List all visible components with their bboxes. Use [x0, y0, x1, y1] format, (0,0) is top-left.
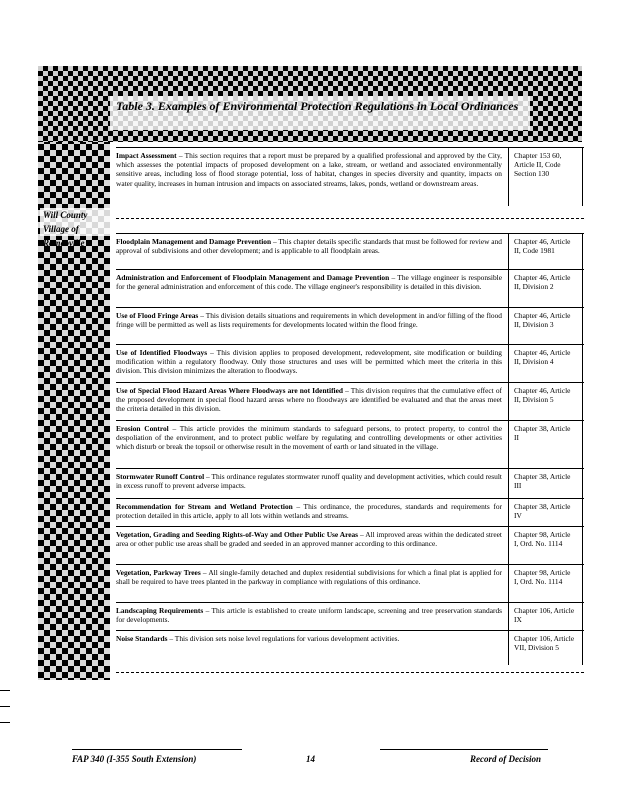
table-bottom-rule	[116, 672, 584, 673]
row-description	[116, 634, 502, 643]
scan-mark	[0, 722, 10, 723]
table-row	[116, 602, 584, 631]
row-text: – This chapter details specific standards that must be followed for review and approval of subdivisions and other development; and is applicable to all floodplain areas.	[116, 237, 502, 256]
table-left-pattern-column	[38, 66, 110, 680]
row-text: – This division sets noise level regulations for various development activities.	[167, 634, 400, 643]
row-description	[116, 530, 502, 548]
row-text: – This division requires that the cumulative effect of the proposed development in special flood hazard areas where no floodways are identified be evaluated and that the areas meet the criteria detailed in this division.	[116, 386, 502, 414]
row-citation: Chapter 106, Article VII, Division 5	[514, 634, 575, 653]
scan-mark	[0, 706, 10, 707]
row-text: – This division applies to proposed development, redevelopment, site modification or building modification within a regulatory floodway. Only those structures and uses will be permitted which meet the criteria in this division. This division minimizes the alteration to floodways.	[116, 348, 502, 376]
row-citation: Chapter 46, Article II, Division 2	[514, 273, 571, 292]
row-text: – This ordinance regulates stormwater runoff quality and development activities, which could result in excess runoff to prevent adverse impacts.	[116, 472, 502, 491]
table-row	[116, 498, 584, 527]
row-text: – The village engineer is responsible for the general administration and enforcement of this code. The village engineer's responsibility is detailed in this division.	[116, 273, 502, 292]
row-title: Use of Special Flood Hazard Areas Where Floodways are not Identified	[116, 386, 343, 395]
row-description	[116, 151, 502, 188]
row-citation: Chapter 106, Article IX	[514, 606, 575, 625]
row-title: Erosion Control	[116, 424, 169, 433]
row-citation: Chapter 46, Article II, Division 5	[514, 386, 571, 405]
row-description	[116, 606, 502, 624]
table-divider	[116, 218, 584, 219]
row-citation: Chapter 98, Article I, Ord. No. 1114	[514, 530, 571, 549]
scan-mark	[0, 690, 10, 691]
row-text: – This section requires that a report must be prepared by a qualified professional and approved by the City, which assesses the potential impacts of proposed development on a lake, stream, or wetland and associated environmentally sensitive areas, including loss of flood storage potential, loss of habitat, changes in species diversity and quantity, impacts on water quality, increases in human intrusion and impacts on associated streams, lakes, ponds, wetland or downstream areas.	[116, 151, 502, 188]
row-description	[116, 502, 502, 520]
row-text: – All single-family detached and duplex residential subdivisions for which a final plat is applied for shall be required to have trees planted in the parkway in compliance with regulations of this ordinance.	[116, 568, 502, 587]
row-description	[116, 472, 502, 490]
table-row	[116, 564, 584, 603]
table-row	[116, 630, 584, 665]
row-title: Noise Standards	[116, 634, 168, 643]
row-text: – This ordinance, the procedures, standards and requirements for protection detailed in this article, apply to all lots within wetlands and streams.	[116, 502, 502, 521]
row-title: Stormwater Runoff Control	[116, 472, 205, 481]
table-row	[116, 269, 584, 308]
row-description	[116, 237, 502, 255]
row-citation: Chapter 98, Article I, Ord. No. 1114	[514, 568, 571, 587]
footer-page-number: 14	[306, 754, 315, 764]
footer-rule-left	[72, 749, 242, 750]
row-title: Use of Identified Floodways	[116, 348, 208, 357]
row-citation: Chapter 38, Article II	[514, 424, 571, 443]
row-citation: Chapter 46, Article II, Code 1981	[514, 237, 571, 256]
section-label-will-county: Will County	[40, 208, 110, 222]
row-title: Administration and Enforcement of Floodplain Management and Damage Prevention	[116, 273, 390, 282]
table-row	[116, 382, 584, 421]
row-title: Impact Assessment	[116, 151, 177, 160]
table-row	[116, 420, 584, 469]
row-description	[116, 311, 502, 329]
footer-project: FAP 340 (I-355 South Extension)	[72, 754, 197, 764]
table-row	[116, 147, 584, 206]
row-title: Recommendation for Stream and Wetland Protection	[116, 502, 293, 511]
table-title: Table 3. Examples of Environmental Protection Regulations in Local Ordinances	[110, 96, 530, 130]
row-citation: Chapter 153 60, Article II, Code Section 130	[514, 151, 562, 179]
row-text: – This article is established to create uniform landscape, screening and tree preservation standards for developments.	[116, 606, 503, 625]
row-text: – All improved areas within the dedicated street area or other public use areas shall be graded and seeded in an approved manner according to this ordinance.	[116, 530, 502, 549]
row-title: Use of Flood Fringe Areas	[116, 311, 199, 320]
row-description	[116, 386, 502, 414]
row-text: – This article provides the minimum standards to safeguard persons, to protect property, to control the despoliation of the environment, and to protect public welfare by regulating and controlling developments or other activities which disturb or break the topsoil or otherwise result in the movement of earth or land situated in the village.	[116, 424, 503, 452]
footer-rule-right	[380, 749, 548, 750]
row-citation: Chapter 46, Article II, Division 4	[514, 348, 571, 367]
row-title: Vegetation, Grading and Seeding Rights-of-Way and Other Public Use Areas	[116, 530, 359, 539]
row-citation: Chapter 38, Article III	[514, 472, 571, 491]
row-title: Landscaping Requirements	[116, 606, 204, 615]
table-row	[116, 344, 584, 383]
section-label-romeoville: Village of Romeoville	[40, 222, 110, 236]
row-title: Vegetation, Parkway Trees	[116, 568, 201, 577]
row-title: Floodplain Management and Damage Prevention	[116, 237, 272, 246]
footer-document-title: Record of Decision	[470, 754, 541, 764]
row-description	[116, 424, 502, 452]
row-text: – This division details situations and requirements in which development in and/or filling of the flood fringe will be permitted as well as lists requirements for developments located within the flood fringe.	[116, 311, 502, 330]
row-description	[116, 348, 502, 376]
table-row	[116, 307, 584, 345]
table-row	[116, 233, 584, 270]
row-description	[116, 568, 502, 586]
table-row	[116, 526, 584, 565]
row-description	[116, 273, 502, 291]
row-citation: Chapter 38, Article IV	[514, 502, 571, 521]
table-row	[116, 468, 584, 499]
row-citation: Chapter 46, Article II, Division 3	[514, 311, 571, 330]
